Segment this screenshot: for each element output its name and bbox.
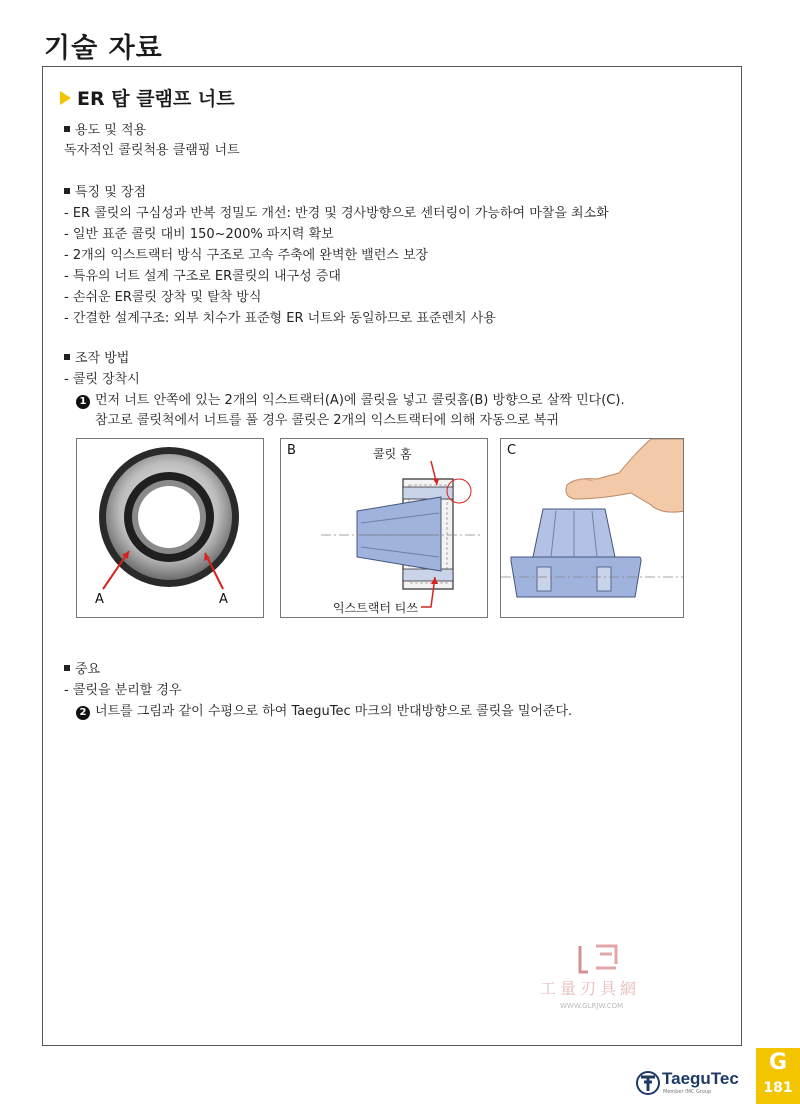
- square-bullet-icon: [64, 188, 70, 194]
- collet-body: [357, 497, 441, 571]
- label-extractor-teeth: 익스트랙터 티쓰: [333, 601, 418, 615]
- nut-slot: [537, 567, 551, 591]
- feature-item: - 특유의 너트 설계 구조로 ER콜릿의 내구성 증대: [64, 269, 341, 284]
- figure-panel-b: [280, 438, 488, 618]
- square-bullet-icon: [64, 126, 70, 132]
- finger-push-figure: [501, 439, 684, 618]
- feature-item: - 일반 표준 콜릿 대비 150~200% 파지력 확보: [64, 227, 334, 242]
- features-heading: 특징 및 장점: [75, 185, 147, 200]
- figure-panel-a: [76, 438, 264, 618]
- watermark-logo-icon: [540, 942, 680, 976]
- operation-step: [76, 391, 625, 411]
- page-title: 기술 자료: [44, 33, 163, 64]
- feature-item: - 2개의 익스트랙터 방식 구조로 고속 주축에 완벽한 밸런스 보장: [64, 248, 429, 263]
- finger: [566, 439, 684, 512]
- nut-thread-top: [403, 487, 453, 499]
- usage-heading: 용도 및 적용: [75, 123, 147, 138]
- label-c: C: [507, 443, 517, 458]
- important-heading-row: [64, 660, 100, 680]
- square-bullet-icon: [64, 665, 70, 671]
- step-number-icon: 2: [76, 706, 90, 720]
- nut-bore: [138, 486, 200, 548]
- label-a-right: A: [219, 592, 228, 607]
- feature-item: - 간결한 설계구조: 외부 치수가 표준형 ER 너트와 동일하므로 표준렌치 사용: [64, 311, 496, 326]
- label-collet-groove: 콜릿 홈: [373, 447, 412, 461]
- nut-section-figure: [281, 439, 488, 618]
- feature-item: - ER 콜릿의 구심성과 반복 정밀도 개선: 반경 및 경사방향으로 센터링이 가능하여 마찰을 최소화: [64, 206, 609, 221]
- usage-text: 독자적인 콜릿척용 클램핑 너트: [64, 143, 240, 158]
- triangle-bullet-icon: [60, 91, 71, 105]
- usage-heading-row: [64, 121, 146, 141]
- section-title: ER 탑 클램프 너트: [77, 88, 235, 110]
- chapter-tab: [756, 1048, 800, 1104]
- important-heading: 중요: [75, 662, 101, 677]
- nut-slot: [597, 567, 611, 591]
- label-a-left: A: [95, 592, 104, 607]
- operation-heading: 조작 방법: [75, 351, 130, 366]
- step-number-icon: 1: [76, 395, 90, 409]
- feature-item: - 손쉬운 ER콜릿 장착 및 탈착 방식: [64, 290, 262, 305]
- figure-panel-c: [500, 438, 684, 618]
- taegutec-logo: [636, 1066, 752, 1100]
- important-step-text: 너트를 그림과 같이 수평으로 하여 TaeguTec 마크의 반대방향으로 콜릿을 밀어준다.: [95, 704, 573, 719]
- watermark-chars: 工量刃具網: [540, 979, 641, 998]
- square-bullet-icon: [64, 354, 70, 360]
- taegutec-logo-icon: [636, 1070, 660, 1096]
- watermark-url: WWW.GLRJW.COM: [560, 1002, 624, 1010]
- page-number: 181: [763, 1080, 793, 1096]
- operation-heading-row: [64, 349, 129, 369]
- operation-sub: - 콜릿 장착시: [64, 372, 140, 387]
- watermark: [540, 942, 680, 1014]
- operation-step-text: 먼저 너트 안쪽에 있는 2개의 익스트랙터(A)에 콜릿을 넣고 콜릿홈(B) 방향으로 살짝 민다(C).: [95, 393, 625, 408]
- nut-top-view-figure: [77, 439, 264, 618]
- logo-sub: Member IMC Group: [663, 1089, 712, 1095]
- nut-thread-bottom: [403, 569, 453, 581]
- important-step: [76, 702, 572, 722]
- logo-name: TaeguTec: [662, 1069, 739, 1088]
- features-heading-row: [64, 183, 146, 203]
- chapter-letter: G: [768, 1050, 788, 1075]
- operation-note: 참고로 콜릿척에서 너트를 풀 경우 콜릿은 2개의 익스트랙터에 의해 자동으로 복귀: [95, 413, 560, 428]
- important-sub: - 콜릿을 분리할 경우: [64, 683, 182, 698]
- label-b: B: [287, 443, 296, 458]
- section-heading: [60, 84, 235, 111]
